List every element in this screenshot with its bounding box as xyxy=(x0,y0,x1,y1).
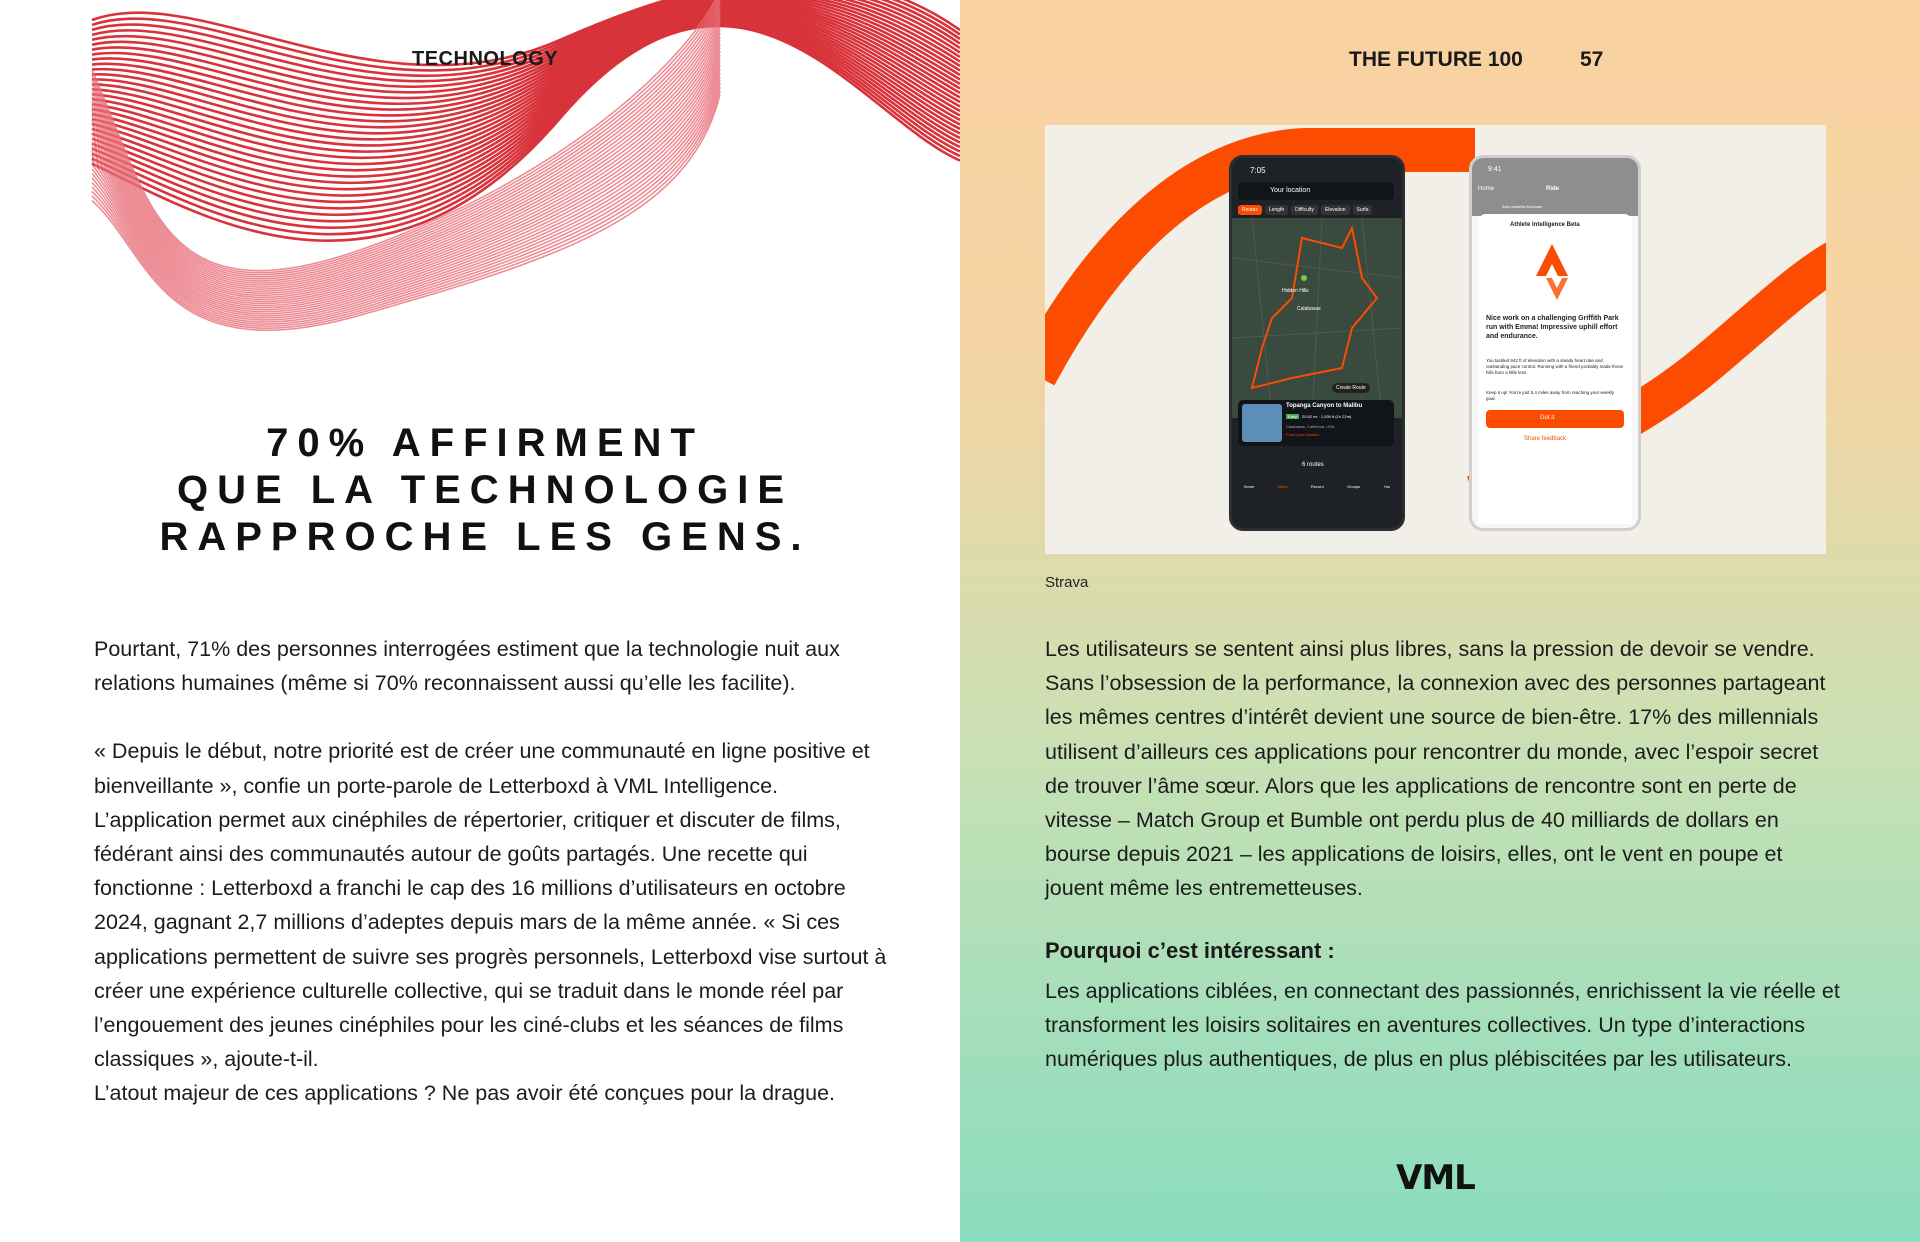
phone-athlete-intelligence-screen xyxy=(1469,155,1641,531)
share-feedback-link[interactable]: Share feedback xyxy=(1524,436,1567,442)
paragraph: L’atout majeur de ces applications ? Ne pas avoir été conçues pour la drague. xyxy=(94,1081,836,1106)
route-link[interactable]: From your location xyxy=(1286,432,1320,437)
strava-logo-icon xyxy=(1536,244,1576,300)
route-stats: 20.52 mi · 1,539 ft (1h 22m) xyxy=(1302,414,1352,419)
right-body-text-2 xyxy=(1045,974,1845,1077)
orange-ribbon-graphic xyxy=(1045,125,1826,554)
map-label: Hidden Hills xyxy=(1282,288,1309,294)
difficulty-badge: Easy xyxy=(1288,414,1297,419)
screen-title: Ride xyxy=(1546,186,1560,192)
subheading: Pourquoi c’est intéressant : xyxy=(1045,938,1335,963)
page-number: 57 xyxy=(1580,48,1604,71)
paragraph: Les applications ciblées, en connectant des passionnés, enrichissent la vie réelle et transforment les loisirs solitaires en aventures collectives. Un type d’interactions numériques plus authentiques, de plus en plus plébiscitées par les utilisateurs. xyxy=(1045,979,1840,1072)
publication-title: THE FUTURE 100 xyxy=(1349,48,1523,71)
filter-chip[interactable]: Length xyxy=(1265,205,1288,215)
nav-record[interactable]: Record xyxy=(1310,484,1324,489)
status-time: 9:41 xyxy=(1488,166,1502,173)
route-thumbnail xyxy=(1242,404,1282,442)
headline xyxy=(90,420,880,561)
location-bar xyxy=(1238,182,1394,200)
route-place: Calabasas, California, USA xyxy=(1286,424,1335,429)
nav-groups[interactable]: Groups xyxy=(1347,484,1361,489)
bottom-sheet xyxy=(1478,214,1632,524)
create-route-button[interactable]: Create Route xyxy=(1332,383,1370,393)
photo-caption: Strava xyxy=(1045,574,1089,591)
filter-chips xyxy=(1238,205,1372,215)
back-link[interactable]: Home xyxy=(1478,186,1495,192)
section-label: TECHNOLOGY xyxy=(412,48,559,70)
map-label: Calabasas xyxy=(1297,306,1321,312)
nav-home[interactable]: Home xyxy=(1243,484,1255,489)
message-body-2: Keep it up! You're just 5.4 miles away from reaching your weekly goal. xyxy=(1486,390,1615,401)
message-body: You tackled 942 ft of elevation with a steady heart rate and outstanding pace control. Running with a friend probably made those hills burn a little less. xyxy=(1486,358,1624,375)
paragraph: Les utilisateurs se sentent ainsi plus libres, sans la pression de devoir se vendre. Sans l’obsession de la performance, la connexion avec des personnes partageant les mêmes centres d’intérêt devient une source de bien-être. 17% des millennials utilisent d’ailleurs ces applications pour rencontrer du monde, avec l’espoir secret de trouver l’âme sœur. Alors que les applications de rencontre sont en perte de vitesse – Match Group et Bumble ont perdu plus de 40 milliards de dollars en bourse depuis 2021 – les applications de loisirs, elles, ont le vent en poupe et jouent même les entremetteuses. xyxy=(1045,637,1826,901)
headline-line: RAPPROCHE LES GENS. xyxy=(159,515,811,559)
got-it-label: Got it xyxy=(1540,415,1555,421)
filter-chip[interactable]: Routes xyxy=(1238,205,1262,215)
vml-logo: VML xyxy=(1396,1158,1475,1198)
routes-count: 6 routes xyxy=(1302,462,1324,468)
user-name: Arby Isabella Abraham xyxy=(1502,204,1543,209)
bottom-nav xyxy=(1232,484,1402,489)
location-label: Your location xyxy=(1270,187,1311,194)
nav-maps[interactable]: Maps xyxy=(1277,484,1288,489)
headline-line: 70% AFFIRMENT xyxy=(266,421,704,465)
route-card[interactable] xyxy=(1238,400,1394,446)
sheet-title: Athlete Intelligence Beta xyxy=(1510,222,1580,228)
got-it-button[interactable] xyxy=(1486,410,1624,428)
strava-app-photo xyxy=(1045,125,1826,554)
route-map xyxy=(1232,218,1402,418)
status-time: 7:05 xyxy=(1250,166,1266,175)
nav-you[interactable]: You xyxy=(1383,484,1391,489)
filter-chip[interactable]: Difficulty xyxy=(1291,205,1318,215)
filter-chip[interactable]: Elevation xyxy=(1321,205,1350,215)
phone-maps-screen xyxy=(1229,155,1405,531)
left-body-text xyxy=(94,632,894,1111)
paragraph: « Depuis le début, notre priorité est de créer une communauté en ligne positive et bienveillante », confie un porte-parole de Letterboxd à VML Intelligence. L’application permet aux cinéphiles de répertorier, critiquer et discuter de films, fédérant ainsi des communautés autour de goûts partagés. Une recette qui fonctionne : Letterboxd a franchi le cap des 16 millions d’utilisateurs en octobre 2024, gagnant 2,7 millions d’adeptes depuis mars de la même année. « Si ces applications permettent de suivre ses progrès personnels, Letterboxd vise surtout à créer une expérience culturelle collective, qui se traduit dans le monde réel par l’engouement des jeunes cinéphiles pour les ciné-clubs et les séances de films classiques », ajoute-t-il. xyxy=(94,739,887,1072)
route-title: Topanga Canyon to Malibu xyxy=(1286,403,1363,409)
paragraph: Pourtant, 71% des personnes interrogées estiment que la technologie nuit aux relations humaines (même si 70% reconnaissent aussi qu’elle les facilite). xyxy=(94,637,840,696)
right-body-text xyxy=(1045,632,1845,906)
headline-line: QUE LA TECHNOLOGIE xyxy=(176,468,794,512)
message-title: Nice work on a challenging Griffith Park run with Emma! Impressive uphill effort and endurance. xyxy=(1486,315,1619,340)
filter-chip[interactable]: Surfa xyxy=(1353,205,1373,215)
